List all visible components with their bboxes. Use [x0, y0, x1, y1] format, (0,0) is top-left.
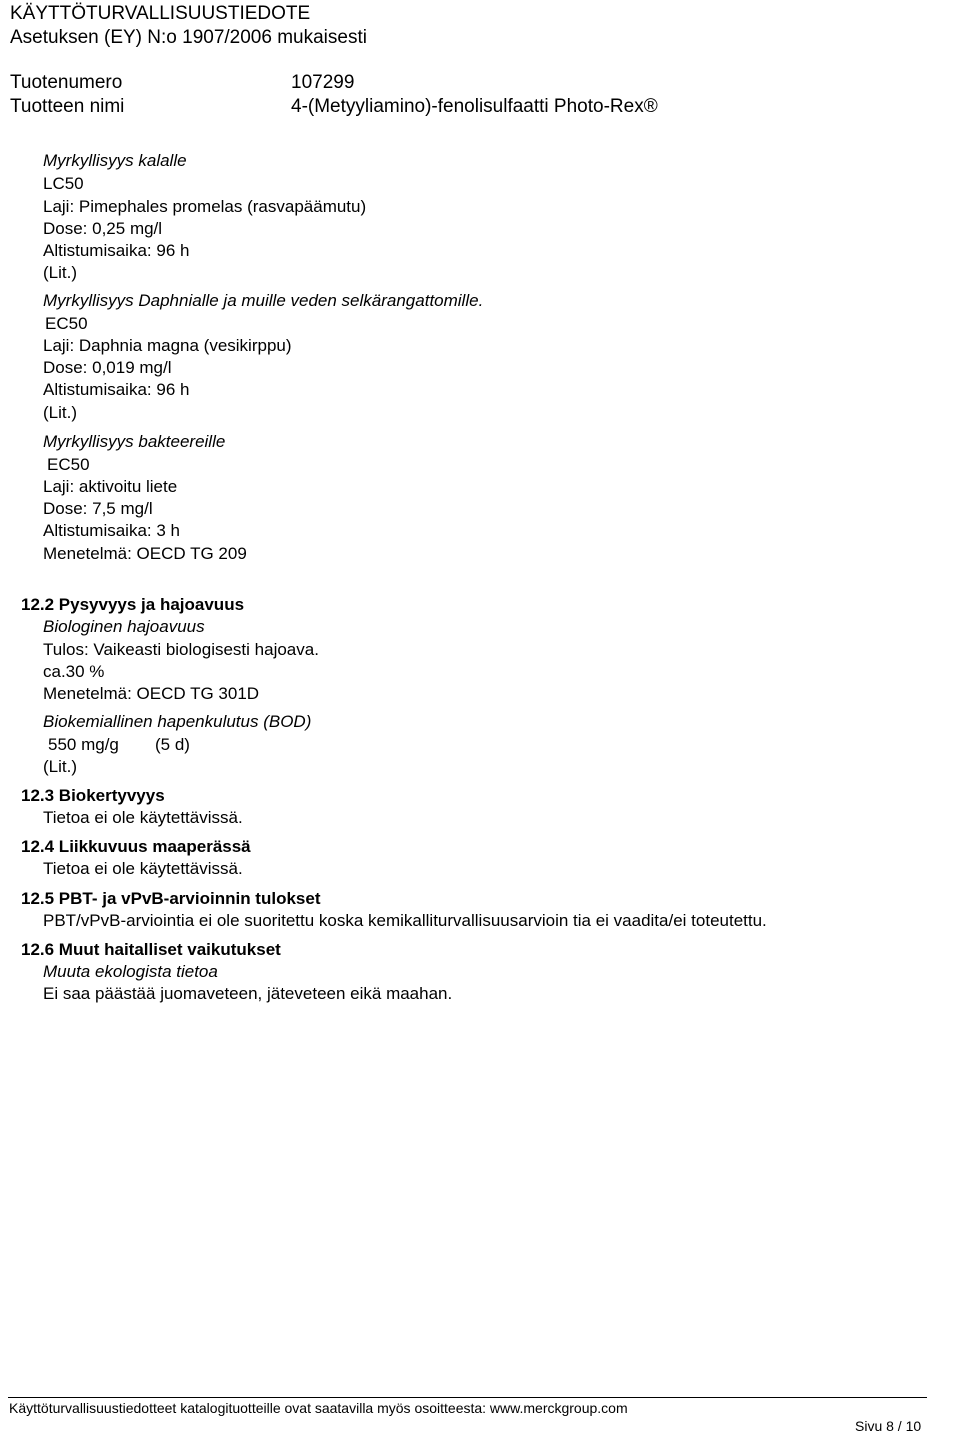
section-12-3-text: Tietoa ei ole käytettävissä. — [43, 808, 243, 827]
bacteria-dose: Dose: 7,5 mg/l — [43, 499, 153, 518]
product-number-label: Tuotenumero — [10, 72, 123, 93]
fish-exposure: Altistumisaika: 96 h — [43, 241, 190, 260]
daphnia-dose: Dose: 0,019 mg/l — [43, 358, 172, 377]
product-name-value: 4-(Metyyliamino)-fenolisulfaatti Photo-Rex® — [291, 96, 658, 117]
footer-divider — [8, 1397, 927, 1398]
fish-toxicity-heading: Myrkyllisyys kalalle — [43, 151, 187, 170]
fish-dose: Dose: 0,25 mg/l — [43, 219, 163, 238]
section-12-5-text: PBT/vPvB-arviointia ei ole suoritettu koska kemikalliturvallisuusarvioin tia ei vaadita/ei toteutettu. — [43, 911, 767, 930]
product-name-label: Tuotteen nimi — [10, 96, 125, 117]
bod-heading: Biokemiallinen hapenkulutus (BOD) — [43, 712, 312, 731]
daphnia-toxicity-heading: Myrkyllisyys Daphnialle ja muille veden selkärangattomille. — [43, 291, 484, 310]
section-12-3-heading: 12.3 Biokertyvyys — [21, 786, 165, 805]
product-number-value: 107299 — [291, 72, 355, 93]
biodegradability-heading: Biologinen hajoavuus — [43, 617, 205, 636]
bacteria-species: Laji: aktivoitu liete — [43, 477, 178, 496]
daphnia-reference: (Lit.) — [43, 403, 77, 422]
bod-value: 550 mg/g — [48, 735, 119, 754]
daphnia-species: Laji: Daphnia magna (vesikirppu) — [43, 336, 292, 355]
section-12-6-text: Ei saa päästää juomaveteen, jäteveteen eikä maahan. — [43, 984, 453, 1003]
biodegradability-percent: ca.30 % — [43, 662, 105, 681]
bacteria-endpoint: EC50 — [47, 455, 90, 474]
document-title: KÄYTTÖTURVALLISUUSTIEDOTE — [10, 3, 311, 24]
bod-reference: (Lit.) — [43, 757, 77, 776]
section-12-6-subheading: Muuta ekologista tietoa — [43, 962, 218, 981]
footer-note: Käyttöturvallisuustiedotteet katalogituotteille ovat saatavilla myös osoitteesta: www.merckgroup.com — [9, 1400, 628, 1416]
section-12-4-heading: 12.4 Liikkuvuus maaperässä — [21, 837, 251, 856]
section-12-4-text: Tietoa ei ole käytettävissä. — [43, 859, 243, 878]
section-12-2-heading: 12.2 Pysyvyys ja hajoavuus — [21, 595, 245, 614]
bod-duration: (5 d) — [155, 735, 190, 754]
regulation-subtitle: Asetuksen (EY) N:o 1907/2006 mukaisesti — [10, 27, 367, 48]
daphnia-endpoint: EC50 — [45, 314, 88, 333]
biodegradability-result: Tulos: Vaikeasti biologisesti hajoava. — [43, 640, 319, 659]
daphnia-exposure: Altistumisaika: 96 h — [43, 380, 190, 399]
fish-species: Laji: Pimephales promelas (rasvapäämutu) — [43, 197, 367, 216]
fish-endpoint: LC50 — [43, 174, 84, 193]
section-12-6-heading: 12.6 Muut haitalliset vaikutukset — [21, 940, 281, 959]
bacteria-method: Menetelmä: OECD TG 209 — [43, 544, 247, 563]
page-number: Sivu 8 / 10 — [855, 1418, 922, 1434]
section-12-5-heading: 12.5 PBT- ja vPvB-arvioinnin tulokset — [21, 889, 321, 908]
fish-reference: (Lit.) — [43, 263, 77, 282]
biodegradability-method: Menetelmä: OECD TG 301D — [43, 684, 260, 703]
bacteria-toxicity-heading: Myrkyllisyys bakteereille — [43, 432, 226, 451]
bacteria-exposure: Altistumisaika: 3 h — [43, 521, 180, 540]
